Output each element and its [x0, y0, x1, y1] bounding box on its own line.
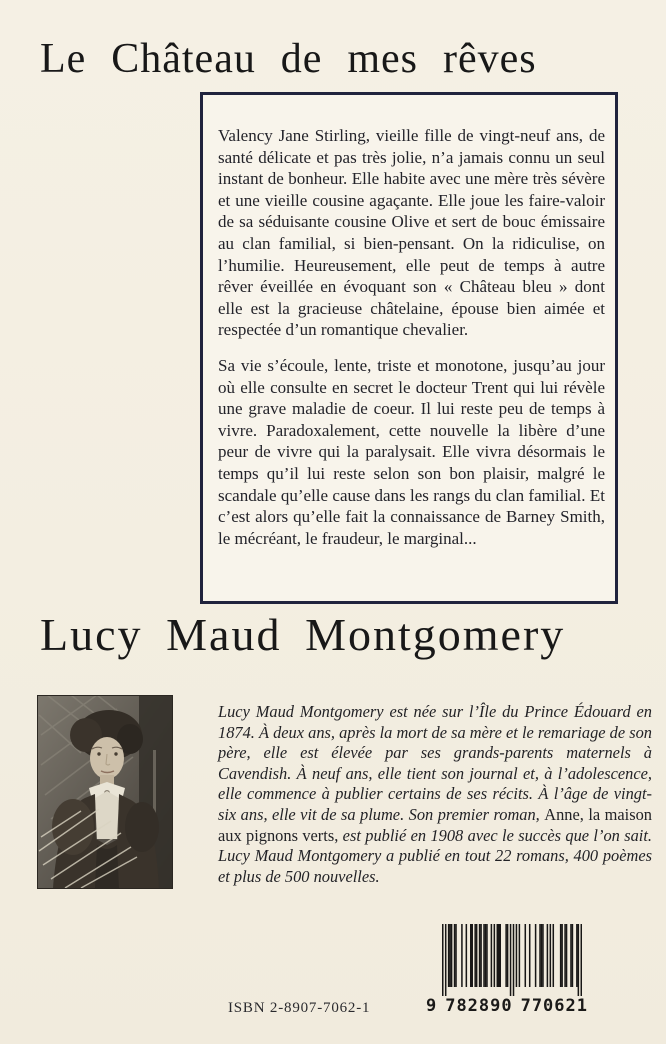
bio-part-2: est publié en 1908 avec le succès que l’on sait. Lucy Maud Montgomery a publié en tout 22 romans, 400 poèmes et plus de 500 nouvelles. [218, 825, 652, 886]
isbn-label: ISBN 2-8907-7062-1 [228, 1000, 371, 1016]
book-title: Le Château de mes rêves [40, 36, 537, 82]
barcode [426, 924, 588, 1016]
barcode-digits [426, 997, 588, 1016]
barcode-digit-group-1: 782890 [445, 996, 513, 1016]
barcode-digit-group-2: 770621 [520, 996, 588, 1016]
author-portrait-photo [37, 695, 173, 889]
synopsis-paragraph-1: Valency Jane Stirling, vieille fille de vingt-neuf ans, de santé délicate et pas très jolie, n’a jamais connu un seul instant de bonheur. Elle habite avec une mère très sévère et une vieille cousine agaçante. Elle joue les faire-valoir de sa séduisante cousine Olive et sert de bouc émissaire au clan familial, si bien-pensant. On la ridiculise, on l’humilie. Heureusement, elle peut de temps à autre rêver éveillée en évoquant son « Château bleu » dont elle est la gracieuse châtelaine, épouse bien aimée et respectée d’un romantique chevalier. [218, 126, 605, 340]
synopsis-box [200, 92, 618, 604]
bio-book-title: Anne, la maison aux pignons verts, [218, 804, 652, 845]
author-bio-text [218, 702, 652, 887]
bio-part-1: Lucy Maud Montgomery est née sur l’Île du Prince Édouard en 1874. À deux ans, après la mort de sa mère et le remariage de son père, elle est élevée par ses grands-parents maternels à Cavendish. À neuf ans, elle tient son journal et, à l’adolescence, elle commence à publier certains de ses récits. À l’âge de vingt-six ans, elle vit de sa plume. Son premier roman, [218, 702, 652, 824]
author-name-heading: Lucy Maud Montgomery [40, 609, 566, 660]
barcode-bars [442, 924, 582, 996]
synopsis-paragraph-2: Sa vie s’écoule, lente, triste et monotone, jusqu’au jour où elle consulte en secret le docteur Trent qui lui révèle une grave maladie de coeur. Il lui reste peu de temps à vivre. Paradoxalement, cette nouvelle la libère d’une peur de vivre qui la paralysait. Elle vivra désormais le temps qu’il lui reste selon son bon plaisir, malgré le scandale qu’elle cause dans les rangs du clan familial. Et c’est alors qu’elle fait la connaissance de Barney Smith, le mécréant, le fraudeur, le marginal... [218, 355, 605, 548]
barcode-digit-lead: 9 [426, 996, 438, 1016]
